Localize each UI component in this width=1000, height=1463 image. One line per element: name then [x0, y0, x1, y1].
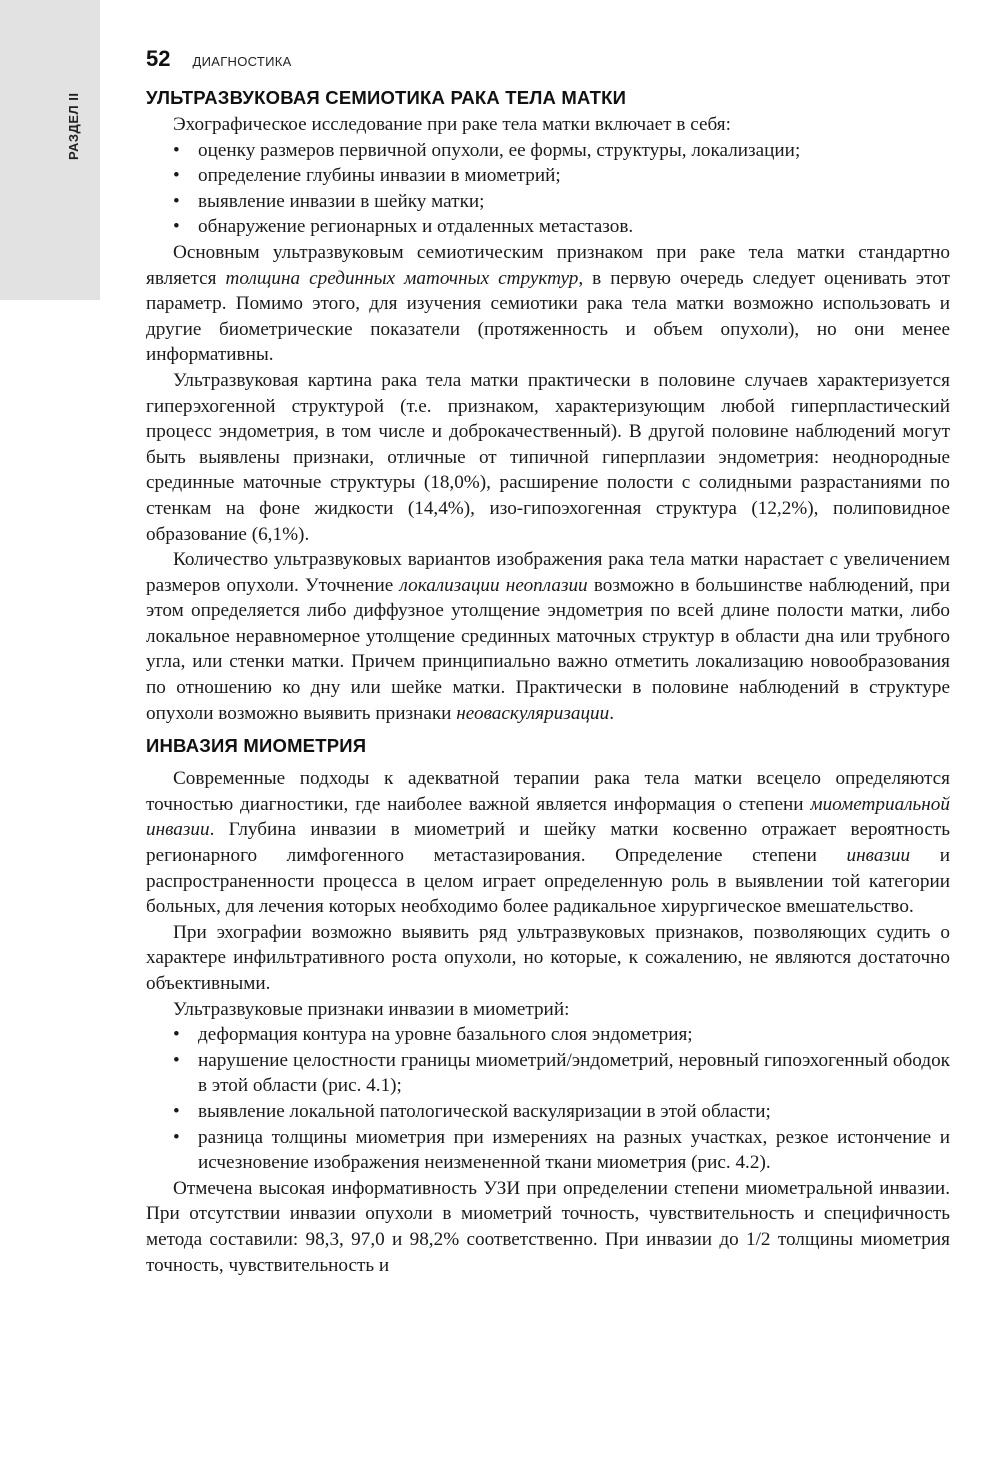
- section-side-strip: [0, 0, 100, 300]
- list-item: • оценку размеров первичной опухоли, ее формы, структуры, локализации;: [146, 138, 950, 164]
- paragraph: Ультразвуковые признаки инвазии в миометрий:: [173, 998, 570, 1020]
- list-item: • выявление локальной патологической васкуляризации в этой области;: [146, 1099, 950, 1125]
- running-section-name: ДИАГНОСТИКА: [192, 54, 292, 69]
- emphasis: миометриальной инвазии: [146, 793, 950, 841]
- emphasis: инвазии: [846, 845, 911, 867]
- list-item: • определение глубины инвазии в миометрий;: [146, 163, 950, 189]
- paragraph: Основным ультразвуковым семиотическим признаком при раке тела матки стандартно является толщина срединных маточных структур, в первую очередь следует оценивать этот параметр. Помимо этого, для изучения семиотики рака тела матки возможно использовать и другие биометрические показатели (протяженность и объем опухоли), но они менее информативны.: [146, 241, 950, 366]
- list-item: • обнаружение регионарных и отдаленных метастазов.: [146, 214, 950, 240]
- emphasis: толщина срединных маточных структур: [225, 267, 579, 289]
- section-heading-invasion: ИНВАЗИЯ МИОМЕТРИЯ: [146, 735, 367, 757]
- paragraph: Ультразвуковая картина рака тела матки практически в половине случаев характеризуется гиперэхогенной структурой (т.е. признаком, характеризующим любой гиперпластический процесс эндометрия, в том числе и доброкачественный). В другой половине наблюдений могут быть выявлены признаки, отличные от типичной гиперплазии эндометрия: неоднородные срединные маточные структуры (18,0%), расширение полости с солидными разрастаниями по стенкам на фоне жидкости (14,4%), изо-гипоэхогенная структура (12,2%), полиповидное образование (6,1%).: [146, 369, 950, 545]
- list-item: • деформация контура на уровне базального слоя эндометрия;: [146, 1022, 950, 1048]
- paragraph: При эхографии возможно выявить ряд ультразвуковых признаков, позволяющих судить о характере инфильтративного роста опухоли, но которые, к сожалению, не являются достаточно объективными.: [146, 921, 950, 994]
- page-number: 52: [146, 46, 171, 71]
- running-head: [146, 46, 292, 72]
- list-item: • выявление инвазии в шейку матки;: [146, 189, 950, 215]
- paragraph: Современные подходы к адекватной терапии рака тела матки всецело определяются точностью диагностики, где наиболее важной является информация о степени миометриальной инвазии. Глубина инвазии в миометрий и шейку матки косвенно отражает вероятность регионарного лимфогенного метастазирования. Определение степени инвазии и распространенности процесса в целом играет определенную роль в выявлении той категории больных, для лечения которых необходимо более радикальное хирургическое вмешательство.: [146, 768, 950, 918]
- list-item: • нарушение целостности границы миометрий/эндометрий, неровный гипоэхогенный ободок в этой области (рис. 4.1);: [146, 1048, 950, 1099]
- emphasis: локализации неоплазии: [399, 574, 588, 596]
- page-content: [146, 84, 950, 1278]
- bullet-list: [146, 138, 950, 240]
- section-heading-semiotics: УЛЬТРАЗВУКОВАЯ СЕМИОТИКА РАКА ТЕЛА МАТКИ: [146, 87, 627, 108]
- bullet-list: [146, 1022, 950, 1176]
- list-item: • разница толщины миометрия при измерениях на разных участках, резкое истончение и исчезновение изображения неизмененной ткани миометрия (рис. 4.2).: [146, 1125, 950, 1176]
- section-side-label: РАЗДЕЛ II: [66, 92, 81, 160]
- paragraph: Количество ультразвуковых вариантов изображения рака тела матки нарастает с увеличением размеров опухоли. Уточнение локализации неоплазии возможно в большинстве наблюдений, при этом определяется либо диффузное утолщение эндометрия по всей длине полости матки, либо локальное неравномерное утолщение срединных маточных структур в области дна или трубного угла, или стенки матки. Причем принципиально важно отметить локализацию новообразования по отношению ко дну или шейке матки. Практически в половине наблюдений в структуре опухоли возможно выявить признаки неоваскуляризации.: [146, 549, 950, 724]
- emphasis: неоваскуляризации: [456, 702, 610, 724]
- paragraph: Эхографическое исследование при раке тела матки включает в себя:: [173, 114, 731, 135]
- paragraph: Отмечена высокая информативность УЗИ при определении степени миометральной инвазии. При отсутствии инвазии опухоли в миометрий точность, чувствительность и специфичность метода составили: 98,3, 97,0 и 98,2% соответственно. При инвазии до 1/2 толщины миометрия точность, чувствительность и: [146, 1177, 950, 1276]
